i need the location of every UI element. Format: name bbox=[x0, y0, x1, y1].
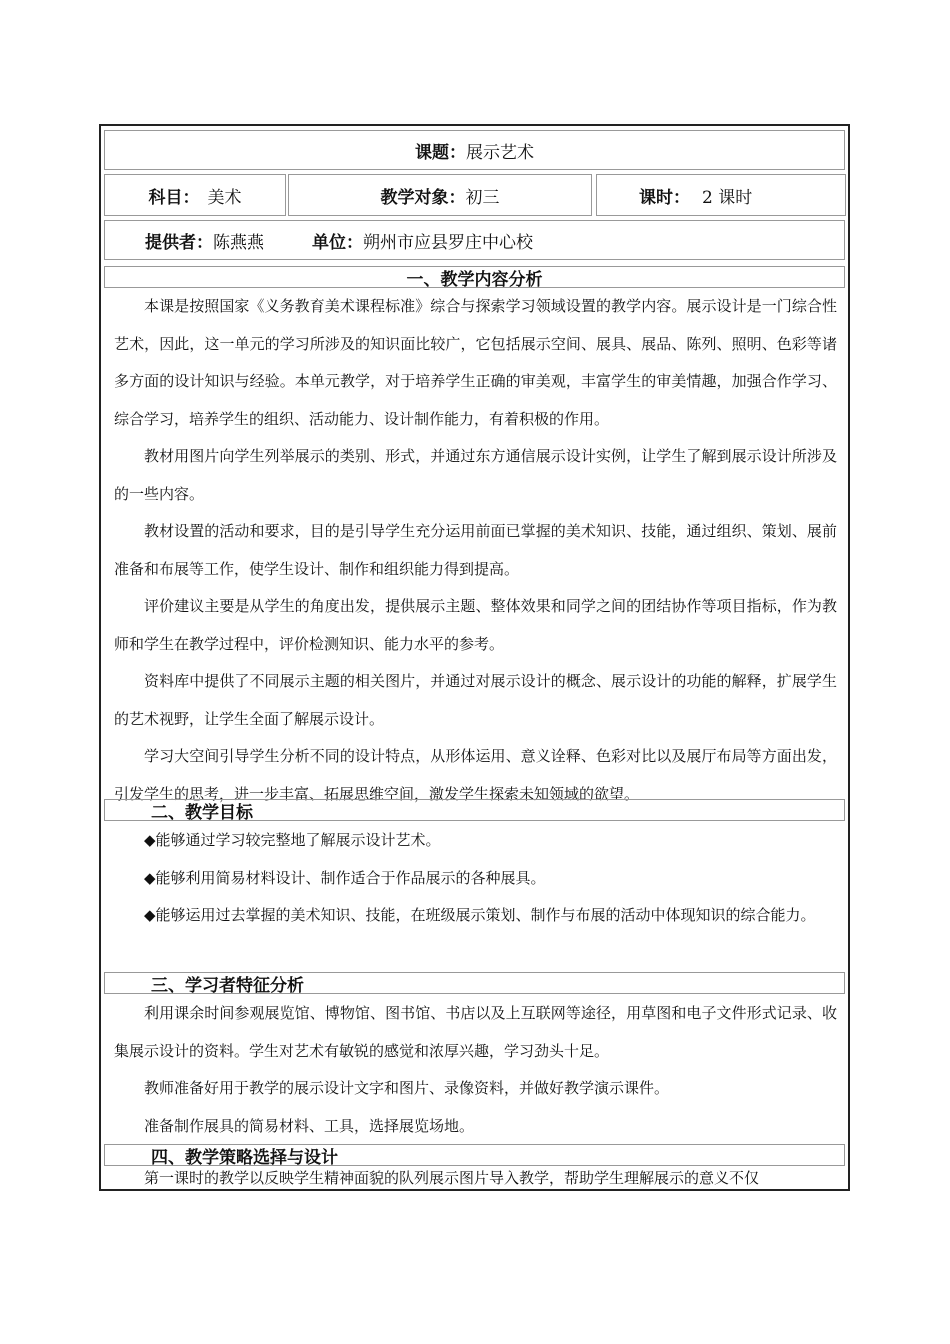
list-item: ◆能够通过学习较完整地了解展示设计艺术。 bbox=[144, 831, 441, 849]
subject-cell bbox=[104, 174, 286, 216]
lesson-plan-table bbox=[99, 124, 850, 1191]
subject-label: 科目： bbox=[148, 187, 200, 208]
hours-value: 2 课时 bbox=[702, 187, 753, 208]
paragraph: 准备制作展具的简易材料、工具，选择展览场地。 bbox=[144, 1116, 475, 1135]
section-body-objectives bbox=[104, 822, 845, 935]
section-heading-text: 四、教学策略选择与设计 bbox=[151, 1147, 338, 1168]
provider-label: 提供者： bbox=[145, 232, 213, 253]
subject-value: 美术 bbox=[207, 187, 242, 208]
hours-cell bbox=[596, 174, 846, 216]
unit-value: 朔州市应县罗庄中心校 bbox=[363, 232, 533, 253]
paragraph: 第一课时的教学以反映学生精神面貌的队列展示图片导入教学，帮助学生理解展示的意义不仅 bbox=[144, 1169, 760, 1187]
section-heading-text: 三、学习者特征分析 bbox=[151, 975, 304, 996]
list-item: ◆能够运用过去掌握的美术知识、技能，在班级展示策划、制作与布展的活动中体现知识的综合能力。 bbox=[144, 906, 816, 924]
audience-label: 教学对象： bbox=[380, 187, 466, 208]
section-body-learner-analysis bbox=[104, 995, 845, 1145]
section-heading-text: 二、教学目标 bbox=[151, 802, 253, 823]
section-body-content-analysis bbox=[104, 288, 845, 813]
section-heading-text: 一、教学内容分析 bbox=[406, 269, 543, 290]
paragraph: 评价建议主要是从学生的角度出发，提供展示主题、整体效果和同学之间的团结协作等项目指标，作为教师和学生在教学过程中，评价检测知识、能力水平的参考。 bbox=[114, 597, 837, 653]
audience-value: 初三 bbox=[465, 187, 500, 208]
paragraph: 教材用图片向学生列举展示的类别、形式，并通过东方通信展示设计实例，让学生了解到展示设计所涉及的一些内容。 bbox=[114, 447, 837, 503]
section-heading-strategy bbox=[104, 1144, 845, 1166]
provider-value: 陈燕燕 bbox=[213, 232, 264, 253]
provider-row bbox=[104, 220, 845, 260]
audience-cell bbox=[288, 174, 592, 216]
paragraph: 教材设置的活动和要求，目的是引导学生充分运用前面已掌握的美术知识、技能，通过组织、策划、展前准备和布展等工作，使学生设计、制作和组织能力得到提高。 bbox=[114, 522, 837, 578]
section-heading-learner-analysis bbox=[104, 972, 845, 994]
paragraph: 资料库中提供了不同展示主题的相关图片，并通过对展示设计的概念、展示设计的功能的解释，扩展学生的艺术视野，让学生全面了解展示设计。 bbox=[114, 672, 837, 728]
title-label: 课题： bbox=[415, 142, 466, 163]
paragraph: 本课是按照国家《义务教育美术课程标准》综合与探索学习领域设置的教学内容。展示设计是一门综合性艺术，因此，这一单元的学习所涉及的知识面比较广，它包括展示空间、展具、展品、陈列、照明、色彩等诸多方面的设计知识与经验。本单元教学，对于培养学生正确的审美观，丰富学生的审美情趣，加强合作学习、综合学习，培养学生的组织、活动能力、设计制作能力，有着积极的作用。 bbox=[114, 297, 837, 428]
paragraph: 利用课余时间参观展览馆、博物馆、图书馆、书店以及上互联网等途径，用草图和电子文件形式记录、收集展示设计的资料。学生对艺术有敏锐的感觉和浓厚兴趣，学习劲头十足。 bbox=[114, 1004, 837, 1060]
section-heading-content-analysis bbox=[104, 266, 845, 288]
unit-label: 单位： bbox=[312, 232, 363, 253]
section-heading-objectives bbox=[104, 799, 845, 821]
paragraph: 教师准备好用于教学的展示设计文字和图片、录像资料，并做好教学演示课件。 bbox=[144, 1079, 670, 1097]
title-value: 展示艺术 bbox=[466, 142, 534, 163]
hours-label: 课时： bbox=[639, 187, 690, 208]
section-body-strategy bbox=[104, 1166, 845, 1190]
list-item: ◆能够利用简易材料设计、制作适合于作品展示的各种展具。 bbox=[144, 868, 546, 887]
title-row bbox=[104, 130, 845, 170]
paragraph: 学习大空间引导学生分析不同的设计特点，从形体运用、意义诠释、色彩对比以及展厅布局等方面出发，引发学生的思考，进一步丰富、拓展思维空间，激发学生探索未知领域的欲望。 bbox=[114, 747, 837, 803]
